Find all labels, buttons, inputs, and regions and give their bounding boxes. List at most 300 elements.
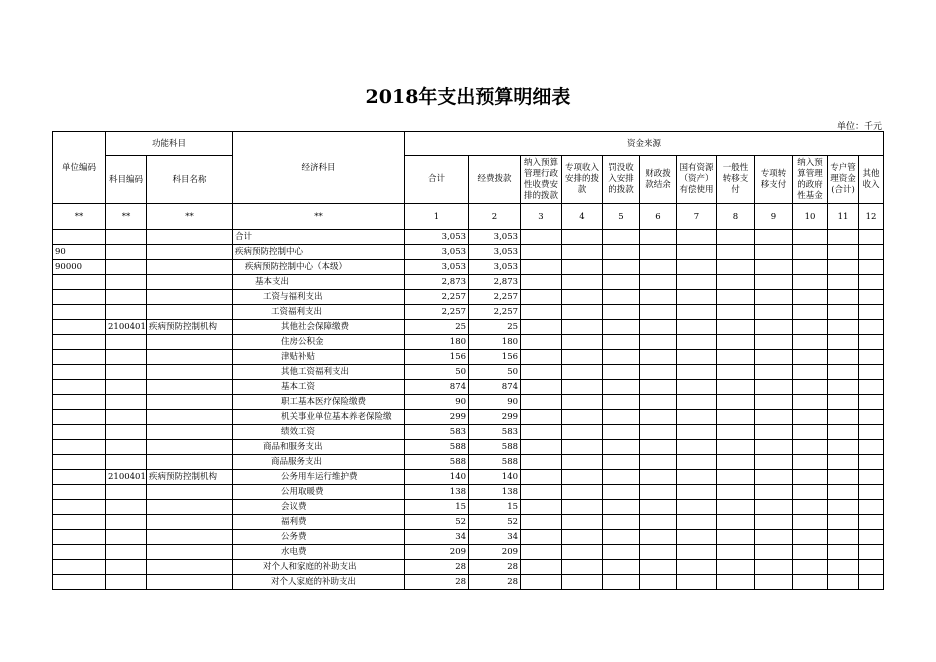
cell-empty [640, 440, 677, 455]
cell-empty [677, 290, 717, 305]
cell-empty [755, 500, 793, 515]
cell-name [147, 455, 233, 470]
cell-empty [755, 515, 793, 530]
cell-unit [53, 425, 106, 440]
col-number: 8 [717, 204, 755, 230]
cell-fund: 2,257 [469, 290, 521, 305]
cell-empty [793, 365, 828, 380]
cell-code: 2100401 [106, 320, 147, 335]
cell-empty [603, 440, 640, 455]
cell-empty [793, 455, 828, 470]
cell-unit [53, 350, 106, 365]
cell-fund: 874 [469, 380, 521, 395]
cell-empty [603, 560, 640, 575]
cell-empty [603, 380, 640, 395]
cell-empty [521, 380, 562, 395]
cell-empty [793, 440, 828, 455]
cell-empty [521, 305, 562, 320]
cell-empty [562, 530, 603, 545]
cell-total: 140 [405, 470, 469, 485]
cell-empty [755, 470, 793, 485]
cell-econ: 福利费 [233, 515, 405, 530]
cell-econ: 商品服务支出 [233, 455, 405, 470]
cell-total: 583 [405, 425, 469, 440]
cell-name [147, 365, 233, 380]
cell-unit [53, 575, 106, 590]
cell-total: 52 [405, 515, 469, 530]
cell-econ: 会议费 [233, 500, 405, 515]
cell-code [106, 575, 147, 590]
col-number: 7 [677, 204, 717, 230]
cell-empty [521, 515, 562, 530]
cell-unit [53, 485, 106, 500]
cell-empty [717, 365, 755, 380]
cell-empty [828, 230, 859, 245]
cell-empty [562, 485, 603, 500]
cell-empty [562, 560, 603, 575]
cell-code [106, 380, 147, 395]
table-row [53, 470, 884, 485]
cell-empty [562, 350, 603, 365]
cell-empty [717, 290, 755, 305]
cell-unit [53, 500, 106, 515]
cell-empty [521, 410, 562, 425]
table-row [53, 455, 884, 470]
cell-empty [755, 425, 793, 440]
cell-empty [828, 305, 859, 320]
cell-empty [755, 545, 793, 560]
cell-empty [828, 560, 859, 575]
cell-unit [53, 380, 106, 395]
cell-unit [53, 275, 106, 290]
cell-empty [640, 275, 677, 290]
cell-econ: 对个人和家庭的补助支出 [233, 560, 405, 575]
cell-empty [521, 485, 562, 500]
cell-fund: 2,257 [469, 305, 521, 320]
cell-empty [717, 500, 755, 515]
cell-empty [603, 410, 640, 425]
cell-total: 28 [405, 560, 469, 575]
cell-empty [859, 545, 884, 560]
cell-econ: 疾病预防控制中心（本级） [233, 260, 405, 275]
cell-empty [755, 260, 793, 275]
cell-empty [828, 335, 859, 350]
cell-fund: 50 [469, 365, 521, 380]
cell-empty [640, 380, 677, 395]
cell-name [147, 440, 233, 455]
cell-empty [677, 365, 717, 380]
cell-econ: 公务费 [233, 530, 405, 545]
cell-code [106, 515, 147, 530]
cell-name [147, 395, 233, 410]
table-row [53, 515, 884, 530]
cell-empty [859, 380, 884, 395]
col-number: 10 [793, 204, 828, 230]
cell-fund: 3,053 [469, 260, 521, 275]
cell-total: 156 [405, 350, 469, 365]
table-row [53, 500, 884, 515]
cell-fund: 90 [469, 395, 521, 410]
cell-empty [755, 455, 793, 470]
cell-empty [755, 335, 793, 350]
cell-empty [859, 470, 884, 485]
cell-empty [793, 320, 828, 335]
cell-unit [53, 395, 106, 410]
cell-empty [640, 290, 677, 305]
col-number: 2 [469, 204, 521, 230]
cell-fund: 156 [469, 350, 521, 365]
table-row [53, 350, 884, 365]
cell-empty [793, 500, 828, 515]
cell-empty [717, 485, 755, 500]
table-row [53, 290, 884, 305]
cell-empty [562, 230, 603, 245]
cell-total: 90 [405, 395, 469, 410]
cell-empty [677, 485, 717, 500]
cell-name [147, 515, 233, 530]
cell-empty [640, 260, 677, 275]
cell-name [147, 560, 233, 575]
cell-empty [828, 365, 859, 380]
cell-empty [521, 275, 562, 290]
col-number: 6 [640, 204, 677, 230]
col-header: 纳入预算管理的政府性基金 [793, 156, 828, 204]
cell-empty [755, 440, 793, 455]
cell-empty [521, 395, 562, 410]
cell-econ: 合计 [233, 230, 405, 245]
col-number: 11 [828, 204, 859, 230]
cell-empty [755, 560, 793, 575]
cell-empty [677, 380, 717, 395]
col-header: 专户管理资金(合计) [828, 156, 859, 204]
cell-empty [521, 245, 562, 260]
cell-name [147, 410, 233, 425]
cell-empty [562, 275, 603, 290]
table-row [53, 320, 884, 335]
cell-empty [603, 425, 640, 440]
col-header: 其他收入 [859, 156, 884, 204]
cell-empty [717, 305, 755, 320]
cell-name [147, 245, 233, 260]
col-number: 1 [405, 204, 469, 230]
cell-code [106, 455, 147, 470]
cell-empty [717, 425, 755, 440]
cell-total: 28 [405, 575, 469, 590]
cell-empty [717, 320, 755, 335]
cell-empty [859, 260, 884, 275]
cell-empty [521, 470, 562, 485]
col-number: 4 [562, 204, 603, 230]
cell-empty [521, 440, 562, 455]
cell-empty [640, 425, 677, 440]
table-row [53, 410, 884, 425]
cell-unit [53, 320, 106, 335]
cell-empty [562, 260, 603, 275]
cell-empty [828, 245, 859, 260]
cell-empty [793, 275, 828, 290]
cell-econ: 津贴补贴 [233, 350, 405, 365]
cell-empty [828, 515, 859, 530]
cell-unit [53, 305, 106, 320]
table-row [53, 425, 884, 440]
cell-code [106, 545, 147, 560]
cell-empty [717, 260, 755, 275]
cell-empty [755, 305, 793, 320]
cell-empty [521, 560, 562, 575]
table-row [53, 275, 884, 290]
cell-empty [793, 305, 828, 320]
cell-empty [562, 500, 603, 515]
cell-empty [603, 275, 640, 290]
cell-empty [755, 275, 793, 290]
cell-empty [755, 380, 793, 395]
cell-empty [677, 245, 717, 260]
col-header: 专项转移支付 [755, 156, 793, 204]
col-number: 12 [859, 204, 884, 230]
cell-empty [828, 380, 859, 395]
cell-empty [603, 485, 640, 500]
cell-empty [793, 545, 828, 560]
cell-total: 138 [405, 485, 469, 500]
cell-empty [677, 425, 717, 440]
cell-empty [755, 230, 793, 245]
cell-fund: 140 [469, 470, 521, 485]
col-header: 财政拨款结余 [640, 156, 677, 204]
cell-empty [677, 350, 717, 365]
cell-empty [603, 455, 640, 470]
cell-empty [755, 350, 793, 365]
cell-name [147, 485, 233, 500]
cell-empty [828, 320, 859, 335]
cell-empty [640, 350, 677, 365]
cell-empty [562, 245, 603, 260]
col-number: 5 [603, 204, 640, 230]
cell-empty [859, 425, 884, 440]
cell-empty [717, 410, 755, 425]
cell-empty [717, 530, 755, 545]
cell-empty [859, 320, 884, 335]
cell-total: 588 [405, 440, 469, 455]
cell-total: 180 [405, 335, 469, 350]
cell-empty [521, 290, 562, 305]
cell-empty [640, 305, 677, 320]
cell-empty [793, 485, 828, 500]
cell-unit [53, 530, 106, 545]
cell-code [106, 245, 147, 260]
cell-empty [521, 575, 562, 590]
cell-code [106, 395, 147, 410]
cell-empty [793, 470, 828, 485]
cell-empty [755, 395, 793, 410]
cell-code: 2100401 [106, 470, 147, 485]
cell-empty [717, 560, 755, 575]
star-cell: ** [53, 204, 106, 230]
cell-empty [793, 515, 828, 530]
cell-empty [717, 440, 755, 455]
cell-empty [562, 320, 603, 335]
cell-empty [677, 440, 717, 455]
cell-empty [717, 380, 755, 395]
cell-code [106, 350, 147, 365]
cell-name [147, 290, 233, 305]
cell-empty [859, 455, 884, 470]
cell-unit [53, 440, 106, 455]
cell-empty [677, 530, 717, 545]
cell-econ: 其他社会保障缴费 [233, 320, 405, 335]
subj-name-header: 科目名称 [147, 156, 233, 204]
cell-fund: 34 [469, 530, 521, 545]
cell-fund: 52 [469, 515, 521, 530]
col-header: 罚没收入安排的拨款 [603, 156, 640, 204]
cell-empty [640, 485, 677, 500]
cell-empty [859, 515, 884, 530]
cell-unit [53, 515, 106, 530]
cell-empty [793, 350, 828, 365]
cell-empty [562, 545, 603, 560]
cell-total: 2,257 [405, 290, 469, 305]
cell-empty [717, 275, 755, 290]
table-row [53, 530, 884, 545]
cell-empty [859, 230, 884, 245]
cell-fund: 588 [469, 440, 521, 455]
cell-empty [828, 395, 859, 410]
cell-empty [717, 350, 755, 365]
cell-empty [603, 260, 640, 275]
cell-empty [755, 320, 793, 335]
col-number: 3 [521, 204, 562, 230]
col-header: 纳入预算管理行政性收费安排的拨款 [521, 156, 562, 204]
cell-empty [640, 515, 677, 530]
cell-total: 34 [405, 530, 469, 545]
func-group-header: 功能科目 [106, 132, 233, 156]
cell-empty [603, 470, 640, 485]
cell-empty [859, 365, 884, 380]
cell-unit [53, 470, 106, 485]
cell-code [106, 335, 147, 350]
cell-total: 299 [405, 410, 469, 425]
cell-empty [677, 500, 717, 515]
unit-code-header: 单位编码 [53, 132, 106, 204]
cell-empty [717, 455, 755, 470]
cell-empty [521, 425, 562, 440]
cell-fund: 3,053 [469, 230, 521, 245]
table-row [53, 365, 884, 380]
cell-empty [677, 560, 717, 575]
cell-empty [793, 425, 828, 440]
cell-econ: 住房公积金 [233, 335, 405, 350]
cell-name [147, 575, 233, 590]
cell-empty [793, 245, 828, 260]
cell-total: 15 [405, 500, 469, 515]
col-header: 专项收入安排的拨款 [562, 156, 603, 204]
cell-empty [755, 410, 793, 425]
cell-econ: 工资与福利支出 [233, 290, 405, 305]
cell-empty [603, 245, 640, 260]
cell-total: 50 [405, 365, 469, 380]
cell-empty [828, 290, 859, 305]
cell-empty [717, 545, 755, 560]
cell-empty [717, 230, 755, 245]
cell-empty [859, 305, 884, 320]
cell-empty [521, 335, 562, 350]
cell-code [106, 365, 147, 380]
cell-code [106, 425, 147, 440]
cell-empty [562, 335, 603, 350]
cell-empty [640, 530, 677, 545]
col-header: 一般性转移支付 [717, 156, 755, 204]
cell-econ: 公用取暖费 [233, 485, 405, 500]
cell-empty [859, 530, 884, 545]
cell-empty [521, 230, 562, 245]
cell-empty [562, 440, 603, 455]
cell-econ: 职工基本医疗保险缴费 [233, 395, 405, 410]
cell-empty [828, 545, 859, 560]
cell-empty [717, 470, 755, 485]
cell-empty [828, 260, 859, 275]
cell-empty [859, 500, 884, 515]
cell-empty [640, 560, 677, 575]
cell-empty [793, 560, 828, 575]
cell-empty [859, 290, 884, 305]
cell-empty [640, 335, 677, 350]
cell-empty [677, 395, 717, 410]
cell-empty [603, 395, 640, 410]
cell-fund: 583 [469, 425, 521, 440]
cell-empty [828, 455, 859, 470]
cell-name [147, 230, 233, 245]
cell-empty [562, 365, 603, 380]
cell-empty [640, 500, 677, 515]
cell-empty [562, 410, 603, 425]
cell-total: 588 [405, 455, 469, 470]
cell-name [147, 545, 233, 560]
cell-unit [53, 545, 106, 560]
cell-empty [562, 455, 603, 470]
cell-empty [859, 245, 884, 260]
star-cell: ** [106, 204, 147, 230]
cell-econ: 机关事业单位基本养老保险缴 [233, 410, 405, 425]
cell-empty [677, 470, 717, 485]
table-row [53, 560, 884, 575]
cell-fund: 15 [469, 500, 521, 515]
cell-empty [640, 455, 677, 470]
page-title: 2018年支出预算明细表 [365, 86, 571, 108]
cell-empty [640, 365, 677, 380]
cell-empty [640, 320, 677, 335]
cell-empty [717, 335, 755, 350]
cell-empty [562, 575, 603, 590]
cell-unit [53, 290, 106, 305]
table-row [53, 575, 884, 590]
cell-empty [521, 365, 562, 380]
cell-empty [859, 395, 884, 410]
cell-empty [793, 260, 828, 275]
cell-empty [828, 425, 859, 440]
cell-name: 疾病预防控制机构 [147, 470, 233, 485]
cell-econ: 基本支出 [233, 275, 405, 290]
cell-code [106, 260, 147, 275]
header-row-1 [53, 132, 884, 156]
cell-empty [828, 275, 859, 290]
cell-empty [755, 290, 793, 305]
cell-empty [562, 515, 603, 530]
cell-empty [640, 545, 677, 560]
cell-empty [859, 335, 884, 350]
cell-empty [755, 530, 793, 545]
cell-empty [677, 230, 717, 245]
cell-fund: 28 [469, 560, 521, 575]
cell-empty [677, 275, 717, 290]
